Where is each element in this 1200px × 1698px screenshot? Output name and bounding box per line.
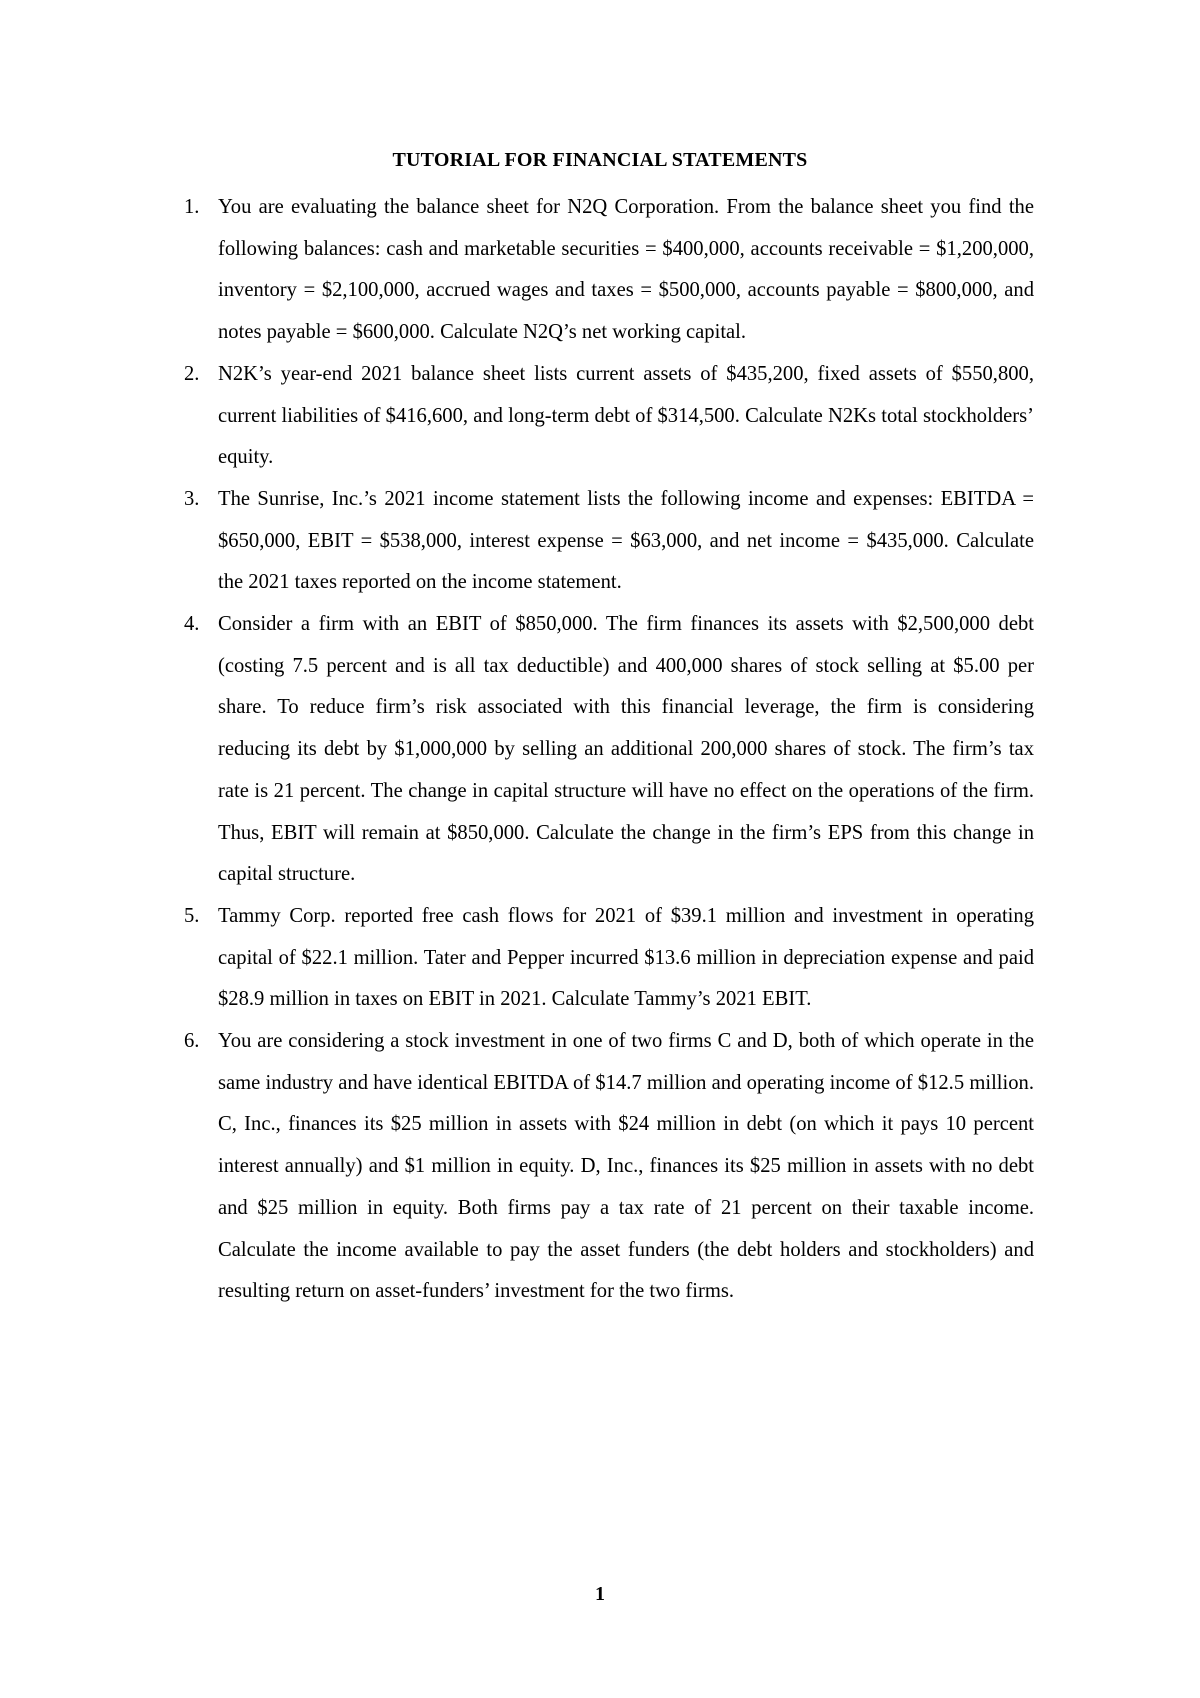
question-text: The Sunrise, Inc.’s 2021 income statement lists the following income and expenses: EBITDA = $650,000, EBIT = $538,000, interest expense = $63,000, and net income = $435,000. Calculate the 2021 taxes reported on the income statement. <box>218 487 1034 594</box>
question-number: 1. <box>184 196 200 218</box>
question-item-2 <box>184 354 1034 479</box>
question-text: Consider a firm with an EBIT of $850,000. The firm finances its assets with $2,500,000 debt (costing 7.5 percent and is all tax deductible) and 400,000 shares of stock selling at $5.00 per share. To reduce firm’s risk associated with this financial leverage, the firm is considering reducing its debt by $1,000,000 by selling an additional 200,000 shares of stock. The firm’s tax rate is 21 percent. The change in capital structure will have no effect on the operations of the firm. Thus, EBIT will remain at $850,000. Calculate the change in the firm’s EPS from this change in capital structure. <box>218 613 1034 886</box>
question-item-5 <box>184 896 1034 1021</box>
question-item-3 <box>184 479 1034 604</box>
question-item-1 <box>184 187 1034 354</box>
page-number: 1 <box>595 1583 605 1605</box>
question-text: Tammy Corp. reported free cash flows for 2021 of $39.1 million and investment in operating capital of $22.1 million. Tater and Pepper incurred $13.6 million in depreciation expense and paid $28.9 million in taxes on EBIT in 2021. Calculate Tammy’s 2021 EBIT. <box>218 904 1034 1011</box>
question-list <box>184 187 1034 1313</box>
question-text: You are evaluating the balance sheet for N2Q Corporation. From the balance sheet you find the following balances: cash and marketable securities = $400,000, accounts receivable = $1,200,000, inventory = $2,100,000, accrued wages and taxes = $500,000, accounts payable = $800,000, and notes payable = $600,000. Calculate N2Q’s net working capital. <box>218 196 1034 344</box>
question-item-4 <box>184 604 1034 896</box>
question-number: 6. <box>184 1030 200 1053</box>
document-title: TUTORIAL FOR FINANCIAL STATEMENTS <box>392 149 808 171</box>
question-text: N2K’s year-end 2021 balance sheet lists current assets of $435,200, fixed assets of $550,800, current liabilities of $416,600, and long-term debt of $314,500. Calculate N2Ks total stockholders’ equity. <box>218 362 1034 469</box>
question-item-6 <box>184 1021 1034 1313</box>
question-number: 2. <box>184 362 200 385</box>
question-number: 5. <box>184 904 200 927</box>
question-number: 4. <box>184 613 200 636</box>
question-number: 3. <box>184 487 200 510</box>
question-text: You are considering a stock investment in one of two firms C and D, both of which operate in the same industry and have identical EBITDA of $14.7 million and operating income of $12.5 million. C, Inc., finances its $25 million in assets with $24 million in debt (on which it pays 10 percent interest annually) and $1 million in equity. D, Inc., finances its $25 million in assets with no debt and $25 million in equity. Both firms pay a tax rate of 21 percent on their taxable income. Calculate the income available to pay the asset funders (the debt holders and stockholders) and resulting return on asset-funders’ investment for the two firms. <box>218 1030 1034 1303</box>
